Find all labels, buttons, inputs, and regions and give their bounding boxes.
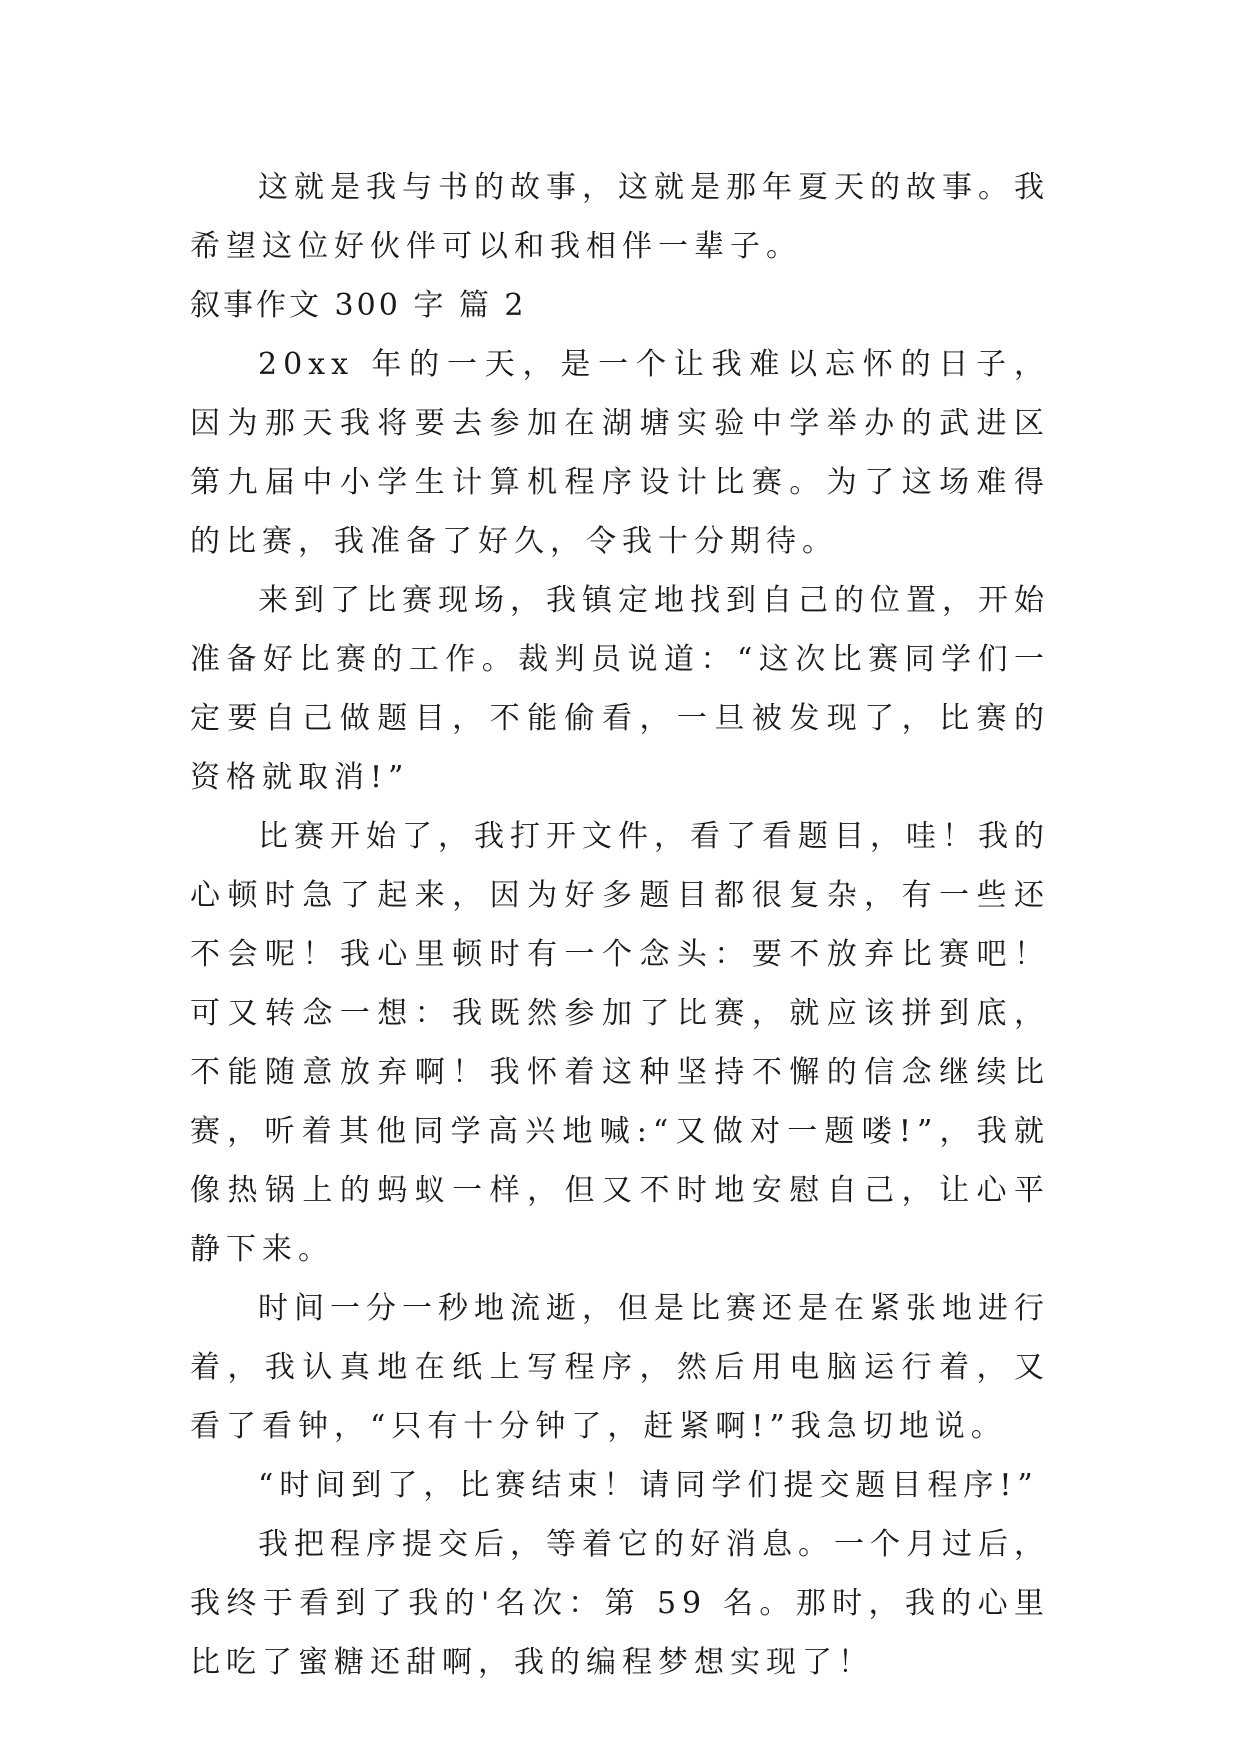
paragraph: 我把程序提交后，等着它的好消息。一个月过后，我终于看到了我的'名次：第 59 名。那时，我的心里比吃了蜜糖还甜啊，我的编程梦想实现了！	[190, 1527, 1050, 1680]
paragraph: 这就是我与书的故事，这就是那年夏天的故事。我希望这位好伙伴可以和我相伴一辈子。	[190, 170, 1050, 264]
paragraph: 时间一分一秒地流逝，但是比赛还是在紧张地进行着，我认真地在纸上写程序，然后用电脑运行着，又看了看钟，“只有十分钟了，赶紧啊!”我急切地说。	[190, 1291, 1050, 1444]
paragraph: 比赛开始了，我打开文件，看了看题目，哇！我的心顿时急了起来，因为好多题目都很复杂，有一些还不会呢！我心里顿时有一个念头：要不放弃比赛吧！可又转念一想：我既然参加了比赛，就应该拼到底，不能随意放弃啊！我怀着这种坚持不懈的信念继续比赛，听着其他同学高兴地喊:“又做对一题喽!”，我就像热锅上的蚂蚁一样，但又不时地安慰自己，让心平静下来。	[190, 819, 1050, 1267]
section-heading: 叙事作文 300 字 篇 2	[190, 288, 527, 323]
paragraph: “时间到了，比赛结束！请同学们提交题目程序!”	[258, 1468, 1039, 1503]
paragraph: 来到了比赛现场，我镇定地找到自己的位置，开始准备好比赛的工作。裁判员说道：“这次比赛同学们一定要自己做题目，不能偷看，一旦被发现了，比赛的资格就取消!”	[190, 583, 1050, 795]
document-body	[190, 158, 1050, 1692]
paragraph: 20xx 年的一天，是一个让我难以忘怀的日子，因为那天我将要去参加在湖塘实验中学举办的武进区第九届中小学生计算机程序设计比赛。为了这场难得的比赛，我准备了好久，令我十分期待。	[190, 347, 1050, 559]
